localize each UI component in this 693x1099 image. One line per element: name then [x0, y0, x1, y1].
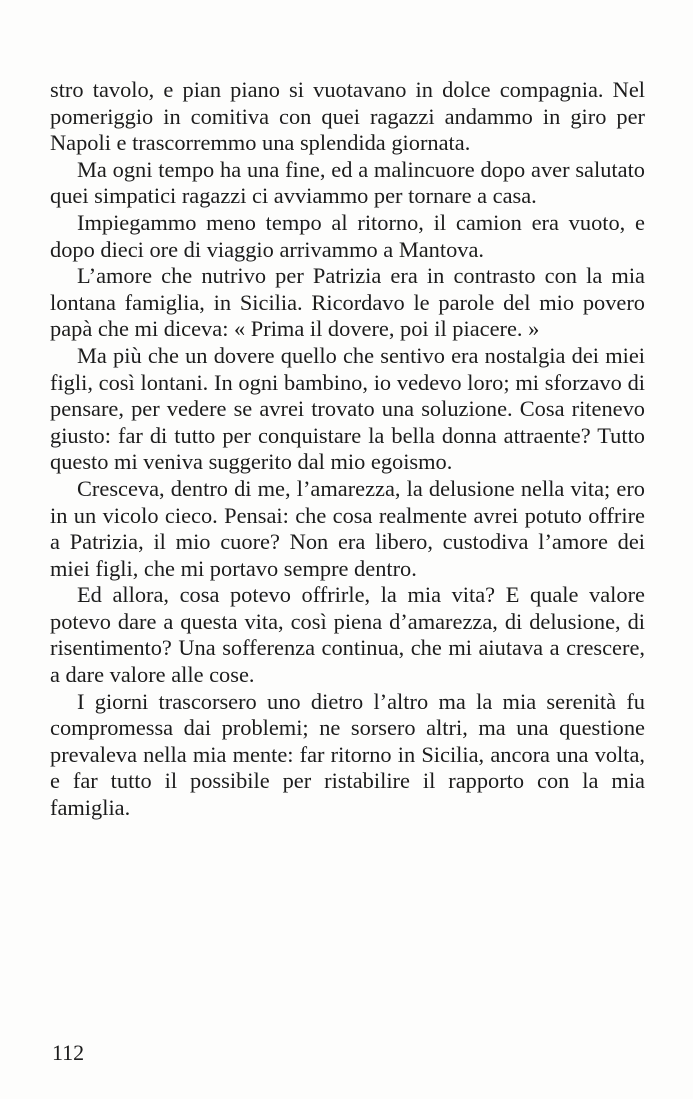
paragraph-2: Ma ogni tempo ha una fine, ed a malincuore dopo aver salutato quei simpatici ragazzi ci avviammo per tornare a casa.	[50, 156, 645, 209]
paragraph-3: Impiegammo meno tempo al ritorno, il camion era vuoto, e dopo dieci ore di viaggio arrivammo a Mantova.	[50, 209, 645, 262]
body-text	[50, 77, 645, 822]
paragraph-1: stro tavolo, e pian piano si vuotavano in dolce compagnia. Nel pomeriggio in comitiva con quei ragazzi andammo in giro per Napoli e trascorremmo una splendida giornata.	[50, 77, 645, 156]
page-number: 112	[52, 1040, 85, 1065]
paragraph-4: L’amore che nutrivo per Patrizia era in contrasto con la mia lontana famiglia, in Sicilia. Ricordavo le parole del mio povero papà che mi diceva: « Prima il dovere, poi il piacere. »	[50, 263, 645, 342]
paragraph-8: I giorni trascorsero uno dietro l’altro ma la mia serenità fu compromessa dai problemi; ne sorsero altri, ma una questione prevaleva nella mia mente: far ritorno in Sicilia, ancora una volta, e far tutto il possibile per ristabilire il rapporto con la mia famiglia.	[50, 688, 645, 821]
paragraph-7: Ed allora, cosa potevo offrirle, la mia vita? E quale valore potevo dare a questa vita, così piena d’amarezza, di delusione, di risentimento? Una sofferenza continua, che mi aiutava a crescere, a dare valore alle cose.	[50, 582, 645, 688]
paragraph-6: Cresceva, dentro di me, l’amarezza, la delusione nella vita; ero in un vicolo cieco. Pensai: che cosa realmente avrei potuto offrire a Patrizia, il mio cuore? Non era libero, custodiva l’amore dei miei figli, che mi portavo sempre dentro.	[50, 475, 645, 581]
paragraph-5: Ma più che un dovere quello che sentivo era nostalgia dei miei figli, così lontani. In ogni bambino, io vedevo loro; mi sforzavo di pensare, per vedere se avrei trovato una soluzione. Cosa ritenevo giusto: far di tutto per conquistare la bella donna attraente? Tutto questo mi veniva suggerito dal mio egoismo.	[50, 342, 645, 475]
